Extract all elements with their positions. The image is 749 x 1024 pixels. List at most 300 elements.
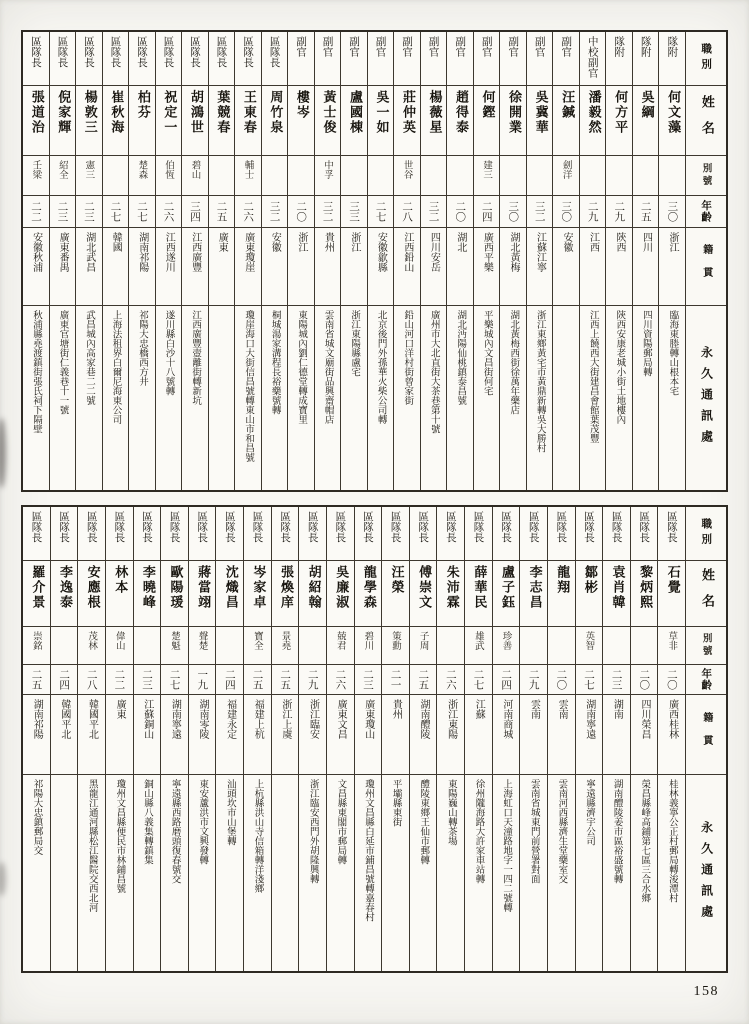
origin-text: 安徽 (269, 232, 281, 252)
name-text: 朱沛霖 (443, 565, 459, 610)
age-text: 二四 (58, 669, 71, 690)
alias-cell (520, 627, 547, 665)
name-cell (23, 86, 49, 156)
alias-cell (134, 627, 161, 665)
address-cell (315, 306, 341, 490)
name-text: 吳綱 (638, 90, 654, 120)
alias-text: 紹全 (56, 160, 68, 179)
address-cell (410, 775, 437, 971)
role-text: 區隊長 (583, 511, 595, 543)
address-text: 湖北黃梅西街徐萬年藥店 (508, 310, 520, 415)
header-alias-label: 別號 (700, 163, 712, 188)
address-cell (327, 775, 354, 971)
age-cell (527, 196, 553, 228)
origin-cell (603, 695, 630, 775)
address-text: 秋浦縣堯渡鎮街張氏祠下隔壁 (30, 310, 42, 434)
origin-cell (76, 228, 102, 306)
role-text: 區隊長 (610, 511, 623, 543)
origin-cell (272, 695, 299, 775)
origin-text: 韓國 (110, 232, 122, 252)
origin-text: 廣東瓊崖 (242, 232, 254, 272)
role-cell (341, 32, 367, 86)
person-column (76, 32, 103, 490)
age-cell (272, 665, 299, 695)
name-cell (658, 561, 685, 627)
origin-text: 四川 (640, 232, 652, 252)
origin-cell (548, 695, 575, 775)
role-text: 區隊長 (500, 511, 513, 543)
alias-text: 建三 (481, 160, 493, 179)
alias-cell (474, 156, 500, 196)
alias-cell (633, 156, 659, 196)
address-cell (244, 775, 271, 971)
name-text: 蔣當翊 (195, 565, 211, 610)
address-cell (106, 775, 133, 971)
role-cell (447, 32, 473, 86)
role-cell (580, 32, 606, 86)
alias-cell (156, 156, 182, 196)
name-cell (527, 86, 553, 156)
address-cell (553, 306, 579, 490)
alias-cell (299, 627, 326, 665)
header-role-label: 職別 (700, 518, 713, 549)
role-text: 區隊長 (168, 511, 181, 543)
origin-text: 浙江 (348, 232, 360, 252)
address-cell (548, 775, 575, 971)
origin-cell (134, 695, 161, 775)
alias-cell (315, 156, 341, 196)
address-cell (659, 306, 685, 490)
alias-text: 茂林 (86, 631, 98, 650)
role-text: 區隊長 (362, 511, 374, 543)
origin-text: 廣東瓊山 (362, 699, 374, 739)
role-cell (156, 32, 182, 86)
alias-text: 珍善 (500, 631, 512, 650)
origin-text: 湖南寧遠 (169, 699, 181, 739)
origin-text: 廣東 (114, 699, 126, 719)
person-column (23, 32, 50, 490)
age-text: 二五 (251, 669, 264, 690)
person-column (134, 507, 162, 971)
address-cell (235, 306, 261, 490)
name-text: 王東春 (240, 90, 256, 135)
alias-text: 英智 (583, 631, 595, 650)
person-column (520, 507, 548, 971)
age-cell (603, 665, 630, 695)
age-cell (209, 196, 235, 228)
origin-cell (189, 695, 216, 775)
person-column (658, 507, 686, 971)
alias-text: 策勳 (390, 631, 402, 650)
alias-cell (50, 156, 76, 196)
address-cell (382, 775, 409, 971)
person-column (500, 32, 527, 490)
origin-cell (156, 228, 182, 306)
alias-cell (576, 627, 603, 665)
address-text: 上海法租界白爾尼海東公司 (110, 310, 122, 424)
address-cell (368, 306, 394, 490)
origin-text: 浙江上虞 (279, 699, 291, 739)
name-text: 汪榮 (388, 565, 404, 595)
alias-cell (103, 156, 129, 196)
person-column (51, 507, 79, 971)
age-cell (262, 196, 288, 228)
name-text: 楊薇星 (426, 90, 442, 135)
role-text: 區隊長 (223, 511, 236, 543)
alias-cell (78, 627, 105, 665)
name-text: 鄒彬 (581, 565, 597, 595)
origin-cell (103, 228, 129, 306)
header-name-cell (686, 86, 726, 156)
header-origin-cell (686, 228, 726, 306)
name-cell (447, 86, 473, 156)
person-column (603, 507, 631, 971)
age-text: 二二 (113, 669, 126, 690)
name-text: 龍學森 (360, 565, 376, 610)
role-text: 區隊長 (279, 511, 292, 543)
origin-text: 浙江 (667, 232, 679, 252)
person-column (553, 32, 580, 490)
role-text: 區隊長 (29, 36, 42, 68)
origin-text: 廣東文昌 (335, 699, 347, 739)
origin-cell (421, 228, 447, 306)
address-cell (134, 775, 161, 971)
name-cell (235, 86, 261, 156)
alias-cell (106, 627, 133, 665)
role-text: 副官 (454, 36, 467, 57)
person-column (189, 507, 217, 971)
role-cell (103, 32, 129, 86)
person-column (606, 32, 633, 490)
role-cell (631, 507, 658, 561)
role-cell (235, 32, 261, 86)
role-text: 區隊長 (82, 36, 95, 68)
alias-cell (327, 627, 354, 665)
origin-text: 江蘇江寧 (534, 232, 546, 272)
alias-cell (161, 627, 188, 665)
address-text: 陝西安康老城小街土地樓內 (614, 310, 626, 424)
alias-text: 碧川 (362, 631, 374, 650)
name-text: 李逸泰 (56, 565, 72, 610)
name-cell (355, 561, 382, 627)
name-cell (633, 86, 659, 156)
person-column (631, 507, 659, 971)
origin-cell (23, 228, 49, 306)
name-cell (493, 561, 520, 627)
address-text: 浙江臨安西門外胡隆興轉 (307, 779, 319, 884)
role-cell (500, 32, 526, 86)
address-cell (658, 775, 685, 971)
address-text: 湖北沔陽仙桃鎮泰昌號 (455, 310, 467, 405)
person-column (235, 32, 262, 490)
role-text: 區隊長 (136, 36, 148, 68)
role-cell (209, 32, 235, 86)
alias-cell (288, 156, 314, 196)
address-text: 武昌城內高家巷二二號 (84, 310, 95, 405)
origin-cell (78, 695, 105, 775)
address-text: 臨海東塍轉山根本宅 (667, 310, 679, 396)
person-column (327, 507, 355, 971)
origin-cell (659, 228, 685, 306)
address-cell (421, 306, 447, 490)
origin-text: 廣東 (216, 232, 228, 252)
role-cell (288, 32, 314, 86)
header-column (686, 32, 726, 490)
name-cell (520, 561, 547, 627)
address-text: 醴陵東鄉王仙市郵轉 (418, 779, 430, 865)
address-cell (103, 306, 129, 490)
origin-text: 河南商城 (500, 699, 512, 739)
name-text: 何文藻 (665, 90, 681, 135)
origin-cell (341, 228, 367, 306)
address-text: 瓊州文昌縣白延市鋪昌號轉嘉春村 (363, 779, 375, 922)
origin-text: 浙江臨安 (307, 699, 319, 739)
age-cell (189, 665, 216, 695)
name-cell (78, 561, 105, 627)
address-text: 北京後門外孫華火柴公司轉 (375, 310, 387, 424)
header-address-label: 永久通訊處 (699, 820, 714, 926)
role-text: 區隊長 (527, 511, 540, 543)
alias-cell (658, 627, 685, 665)
address-cell (447, 306, 473, 490)
address-cell (633, 306, 659, 490)
address-cell (78, 775, 105, 971)
role-text: 區隊長 (389, 511, 402, 543)
role-cell (216, 507, 243, 561)
age-text: 二二 (29, 201, 42, 222)
origin-text: 廣西桂林 (666, 699, 678, 739)
alias-cell (51, 627, 78, 665)
alias-cell (437, 627, 464, 665)
address-cell (576, 775, 603, 971)
name-cell (368, 86, 394, 156)
alias-text: 草非 (666, 631, 678, 650)
header-name-label: 姓名 (699, 567, 715, 620)
age-cell (134, 665, 161, 695)
person-column (23, 507, 51, 971)
origin-cell (50, 228, 76, 306)
role-text: 區隊長 (472, 511, 485, 543)
origin-cell (315, 228, 341, 306)
age-text: 二一 (389, 669, 402, 690)
address-text: 浙江東陽縣盧宅 (349, 310, 361, 377)
origin-text: 福建永定 (224, 699, 236, 739)
address-text: 銅山縣八義集轉鎮集 (142, 779, 154, 865)
age-cell (474, 196, 500, 228)
role-text: 區隊長 (189, 36, 202, 68)
alias-cell (368, 156, 394, 196)
age-cell (631, 665, 658, 695)
person-column (106, 507, 134, 971)
alias-cell (465, 627, 492, 665)
age-text: 二〇 (295, 201, 308, 222)
address-text: 江西上饒西大街建昌會館葉茂豐 (587, 310, 599, 443)
origin-text: 廣西平樂 (481, 232, 493, 272)
address-cell (216, 775, 243, 971)
person-column (421, 32, 448, 490)
address-text: 四川資陽郵局轉 (640, 310, 652, 377)
alias-cell (209, 156, 235, 196)
alias-cell (606, 156, 632, 196)
alias-cell (410, 627, 437, 665)
alias-text: 雄武 (472, 631, 484, 650)
header-name-cell (686, 561, 726, 627)
address-cell (474, 306, 500, 490)
person-column (474, 32, 501, 490)
origin-cell (447, 228, 473, 306)
origin-text: 四川安岳 (428, 232, 440, 272)
address-text: 瓊州文昌縣便民市林鋪昌號 (114, 779, 126, 893)
alias-cell (421, 156, 447, 196)
name-text: 盧國棟 (346, 90, 362, 135)
alias-text: 世谷 (401, 160, 413, 179)
age-cell (216, 665, 243, 695)
person-column (437, 507, 465, 971)
role-cell (299, 507, 326, 561)
origin-cell (106, 695, 133, 775)
alias-text: 景堯 (279, 631, 291, 650)
role-text: 區隊長 (444, 511, 457, 543)
address-text: 鉛山河口洋村街曾家街 (402, 310, 414, 405)
alias-cell (603, 627, 630, 665)
origin-cell (327, 695, 354, 775)
age-text: 二八 (85, 669, 98, 690)
origin-text: 貴州 (390, 699, 402, 719)
name-cell (76, 86, 102, 156)
alias-cell (182, 156, 208, 196)
name-text: 潘毅然 (585, 90, 601, 135)
name-text: 黃士俊 (320, 90, 336, 135)
address-text: 桂林義寧公正村郵局轉浚潭村 (666, 779, 678, 903)
address-text: 瓊崖海口大街信昌號轉東山市和昌號 (243, 310, 255, 462)
address-cell (493, 775, 520, 971)
role-text: 區隊長 (665, 511, 678, 543)
origin-text: 安徽秋浦 (30, 232, 42, 272)
address-cell (129, 306, 155, 490)
origin-cell (465, 695, 492, 775)
role-cell (520, 507, 547, 561)
age-text: 二八 (401, 201, 414, 222)
name-text: 汪鍼 (559, 90, 575, 120)
role-cell (606, 32, 632, 86)
name-cell (394, 86, 420, 156)
alias-cell (631, 627, 658, 665)
origin-cell (493, 695, 520, 775)
person-column (493, 507, 521, 971)
address-cell (341, 306, 367, 490)
name-text: 何鏗 (479, 90, 495, 120)
alias-text: 壬梁 (30, 160, 42, 179)
name-cell (553, 86, 579, 156)
origin-text: 廣東番禺 (57, 232, 69, 272)
role-text: 副官 (480, 36, 493, 57)
name-text: 趙得泰 (453, 90, 469, 135)
name-cell (182, 86, 208, 156)
name-text: 何方平 (612, 90, 628, 135)
alias-text: 寶全 (251, 631, 263, 650)
alias-cell (262, 156, 288, 196)
name-cell (327, 561, 354, 627)
address-cell (51, 775, 78, 971)
name-text: 石覺 (664, 565, 680, 595)
scan-artifact (0, 862, 6, 896)
name-cell (341, 86, 367, 156)
role-cell (394, 32, 420, 86)
age-text: 二三 (141, 669, 153, 690)
role-text: 副官 (507, 36, 520, 57)
alias-text: 崇銘 (30, 631, 42, 650)
origin-cell (355, 695, 382, 775)
name-text: 羅介景 (29, 565, 45, 610)
age-cell (659, 196, 685, 228)
origin-text: 安徽 (560, 232, 572, 252)
header-alias-cell (686, 627, 726, 665)
age-cell (421, 196, 447, 228)
age-text: 三二 (533, 201, 546, 222)
address-cell (288, 306, 314, 490)
person-column (410, 507, 438, 971)
address-cell (299, 775, 326, 971)
origin-cell (633, 228, 659, 306)
role-text: 隊附 (639, 36, 652, 57)
name-text: 吳廉淑 (333, 565, 349, 610)
address-cell (189, 775, 216, 971)
header-role-cell (686, 32, 726, 86)
person-column (209, 32, 236, 490)
alias-cell (272, 627, 299, 665)
origin-cell (262, 228, 288, 306)
role-cell (327, 507, 354, 561)
age-text: 二〇 (638, 669, 651, 690)
name-text: 安應根 (84, 565, 100, 610)
roster-table-bottom (21, 505, 728, 973)
address-cell (631, 775, 658, 971)
name-text: 楊敦三 (81, 90, 97, 135)
age-text: 三二 (321, 201, 334, 222)
origin-cell (244, 695, 271, 775)
alias-text: 楚森 (136, 160, 148, 179)
name-cell (382, 561, 409, 627)
name-cell (129, 86, 155, 156)
alias-text: 偉山 (113, 631, 125, 650)
age-text: 二六 (444, 669, 457, 690)
address-cell (23, 775, 50, 971)
address-text: 廣州市大北直街大茶巷第十號 (428, 310, 440, 434)
name-text: 張道治 (28, 90, 44, 135)
header-age-label: 年齡 (700, 668, 713, 691)
age-cell (156, 196, 182, 228)
name-cell (50, 86, 76, 156)
role-text: 區隊長 (334, 511, 347, 543)
age-cell (315, 196, 341, 228)
origin-cell (576, 695, 603, 775)
age-cell (437, 665, 464, 695)
age-cell (51, 665, 78, 695)
age-cell (288, 196, 314, 228)
age-cell (382, 665, 409, 695)
alias-cell (382, 627, 409, 665)
person-column (315, 32, 342, 490)
name-cell (315, 86, 341, 156)
header-name-label: 姓名 (698, 94, 714, 147)
age-text: 二三 (362, 669, 374, 690)
age-text: 二五 (639, 201, 652, 222)
role-cell (410, 507, 437, 561)
alias-text: 伯恆 (162, 160, 174, 179)
age-text: 二五 (30, 669, 43, 690)
origin-cell (631, 695, 658, 775)
origin-cell (580, 228, 606, 306)
